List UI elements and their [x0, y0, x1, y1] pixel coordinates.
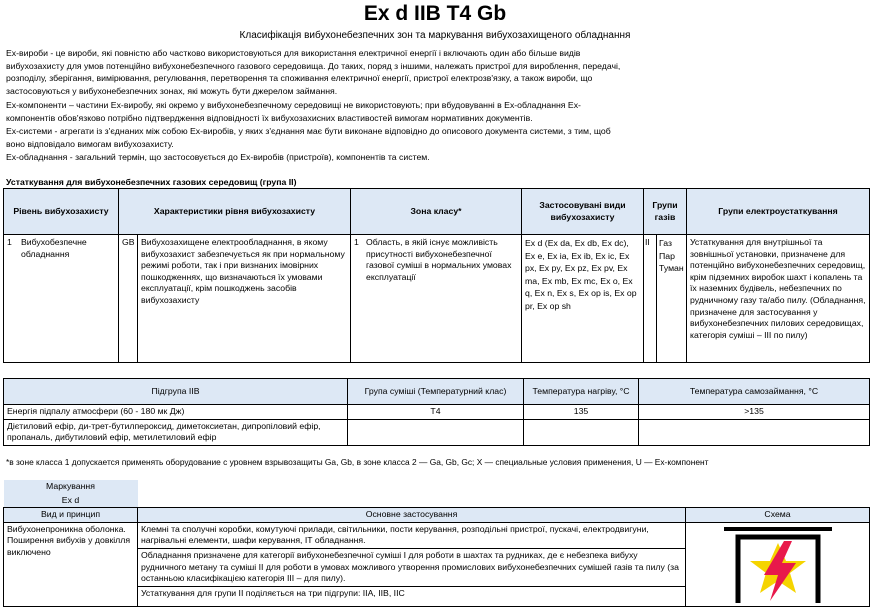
usage-line: Устаткування для групи II поділяється на три підгрупи: IIA, IIB, IIC	[141, 587, 405, 598]
row-zone-number: 1	[354, 237, 359, 247]
subgroup-row-ignition: >135	[639, 405, 870, 420]
usage-line: Клемні та сполучні коробки, комутуючі прилади, світильники, пости керування, розподільні пристрої, пускачі, електродвигуни, нагрівальні елементи, шафи керування, IT обладнання.	[138, 523, 685, 549]
subgroup-row-class	[348, 419, 524, 445]
definition-ex-equipment: Ex-обладнання - загальний термін, що застосовується до Ex-виробів (пристроїв), компонентів та систем.	[6, 152, 430, 162]
subgroup-row-heat	[524, 419, 639, 445]
header-gas-groups: Групи газів	[644, 189, 687, 235]
usage-cell	[138, 522, 686, 607]
row-level: Вибухобезпечне обладнання	[21, 237, 87, 259]
row-gases: Газ Пар Туман	[657, 235, 687, 363]
header-heat-temp: Температура нагріву, °С	[524, 379, 639, 405]
subgroup-row-substance: Енергія підпалу атмосфери (60 - 180 мк Дж)	[4, 405, 348, 420]
subgroup-row-heat: 135	[524, 405, 639, 420]
usage-line: Обладнання призначене для категорії вибухонебезпечної суміші I для роботи в шахтах та рудниках, де є небезпека вибуху рудничного метану та суміші II для роботи в умовах можливого утворення промислових вибухонебезпечних сумішей газів та пилу (за останньою класифікацією категорія III – для пилу).	[138, 549, 685, 587]
row-level-cell	[4, 235, 119, 363]
row-level-code: GB	[119, 235, 138, 363]
header-protection-types: Застосовувані види вибухозахисту	[522, 189, 644, 235]
type-principle: Вибухонепроникна оболонка. Поширення вибухів у довкілля виключено	[4, 522, 138, 607]
definition-ex-systems: Ex-системи - агрегати із з'єднаних між собою Ex-виробів, у яких з'єднання має бути виконане відповідно до описового документа системи, з тим, щоб воно відповідало вимогам вибухозахисту.	[6, 126, 611, 149]
header-scheme: Схема	[686, 508, 870, 523]
subgroup-row-class: T4	[348, 405, 524, 420]
header-zone-class: Зона класу*	[351, 189, 522, 235]
header-type-principle: Вид и принцип	[4, 508, 138, 523]
definition-ex-components: Ex-компоненти – частини Ex-виробу, які окремо у вибухонебезпечному середовищі не використовують; при вбудовуванні в Ex-обладнання Ex-компонентів обов'язково потрібно підтвердження відповідності їх вибухозахисних властивостей вимогам нормативних документів.	[6, 100, 581, 123]
zone-footnote: *в зоне класса 1 допускается применять оборудование с уровнем взрывозащиты Ga, Gb, в зоне класса 2 — Ga, Gb, Gc; X — специальные условия применения, U — Ex-компонент	[6, 457, 709, 467]
header-subgroup: Підгрупа IIB	[4, 379, 348, 405]
protection-level-table	[3, 188, 870, 363]
row-characteristics: Вибухозахищене електрообладнання, в якому вибухозахист забезпечується як при нормальному режимі роботи, так і при визнаних імовірних пошкодженнях, що визначаються їх умовами експлуатації, крім пошкоджень засобів вибухозахисту	[138, 235, 351, 363]
flameproof-enclosure-icon	[686, 523, 870, 603]
row-equipment-groups: Устаткування для внутрішньої та зовнішньої установки, призначене для потенційно вибухонебезпечних середовищ, крім підземних виробок шахт і копалень та їх наземних будівель, небезпечних по рудничному газу та/або пилу. (Обладнання, призначене для застосування у вибухонебезпечних пилових середовищах, категорія суміші – III по пилу)	[687, 235, 870, 363]
header-main-usage: Основне застосування	[138, 508, 686, 523]
subgroup-row-substance: Дієтиловий ефір, ди-трет-бутилпероксид, диметоксиетан, дипропіловий ефір, пропаналь, дибутиловий ефір, метилетиловий ефір	[4, 419, 348, 445]
row-protection-types: Ex d (Ex da, Ex db, Ex dc), Ex e, Ex ia, Ex ib, Ex ic, Ex px, Ex py, Ex pz, Ex pv, Ex ma, Ex mb, Ex mc, Ex o, Ex q, Ex n, Ex s, Ex op is, Ex op pr, Ex op sh	[522, 235, 644, 363]
row-zone-cell	[351, 235, 522, 363]
page-title: Ex d IIB T4 Gb	[363, 2, 507, 25]
row-zone: Область, в якій існує можливість присутності вибухонебезпечної газової суміші в нормальних умовах експлуатації	[366, 237, 512, 282]
page-subtitle: Класифікація вибухонебезпечних зон та маркування вибухозахищеного обладнання	[239, 30, 631, 41]
subgroup-table	[3, 378, 870, 446]
header-protection-level: Рівень вибухозахисту	[4, 189, 119, 235]
row-number: 1	[7, 237, 12, 247]
subgroup-row-ignition	[639, 419, 870, 445]
header-temp-class: Група суміші (Температурний клас)	[348, 379, 524, 405]
section-gas-equipment-title: Устаткування для вибухонебезпечних газових середовищ (група II)	[6, 177, 297, 187]
marking-table	[3, 480, 870, 607]
marking-label: Маркування	[4, 480, 138, 494]
definition-ex-products: Ex-вироби - це вироби, які повністю або частково використовуються для використання електричної енергії і включають один або більше видів вибухозахисту для умов потенційно вибухонебезпечного газового середовища. До таких, поряд з іншими, належать пристрої для вироблення, передачі, розподілу, зберігання, вимірювання, регулювання, перетворення та споживання електричної енергії, пристрої електрозв'язку, а також вироби, що застосовуються у вибухонебезпечних зонах, які можуть бути джерелом займання.	[6, 48, 621, 96]
marking-value: Ex d	[4, 494, 138, 508]
header-equipment-groups: Групи електроустаткування	[687, 189, 870, 235]
header-characteristics: Характеристики рівня вибухозахисту	[119, 189, 351, 235]
header-ignition-temp: Температура самозаймання, °С	[639, 379, 870, 405]
scheme-cell	[686, 522, 870, 607]
row-gas-group-code: II	[644, 235, 657, 363]
